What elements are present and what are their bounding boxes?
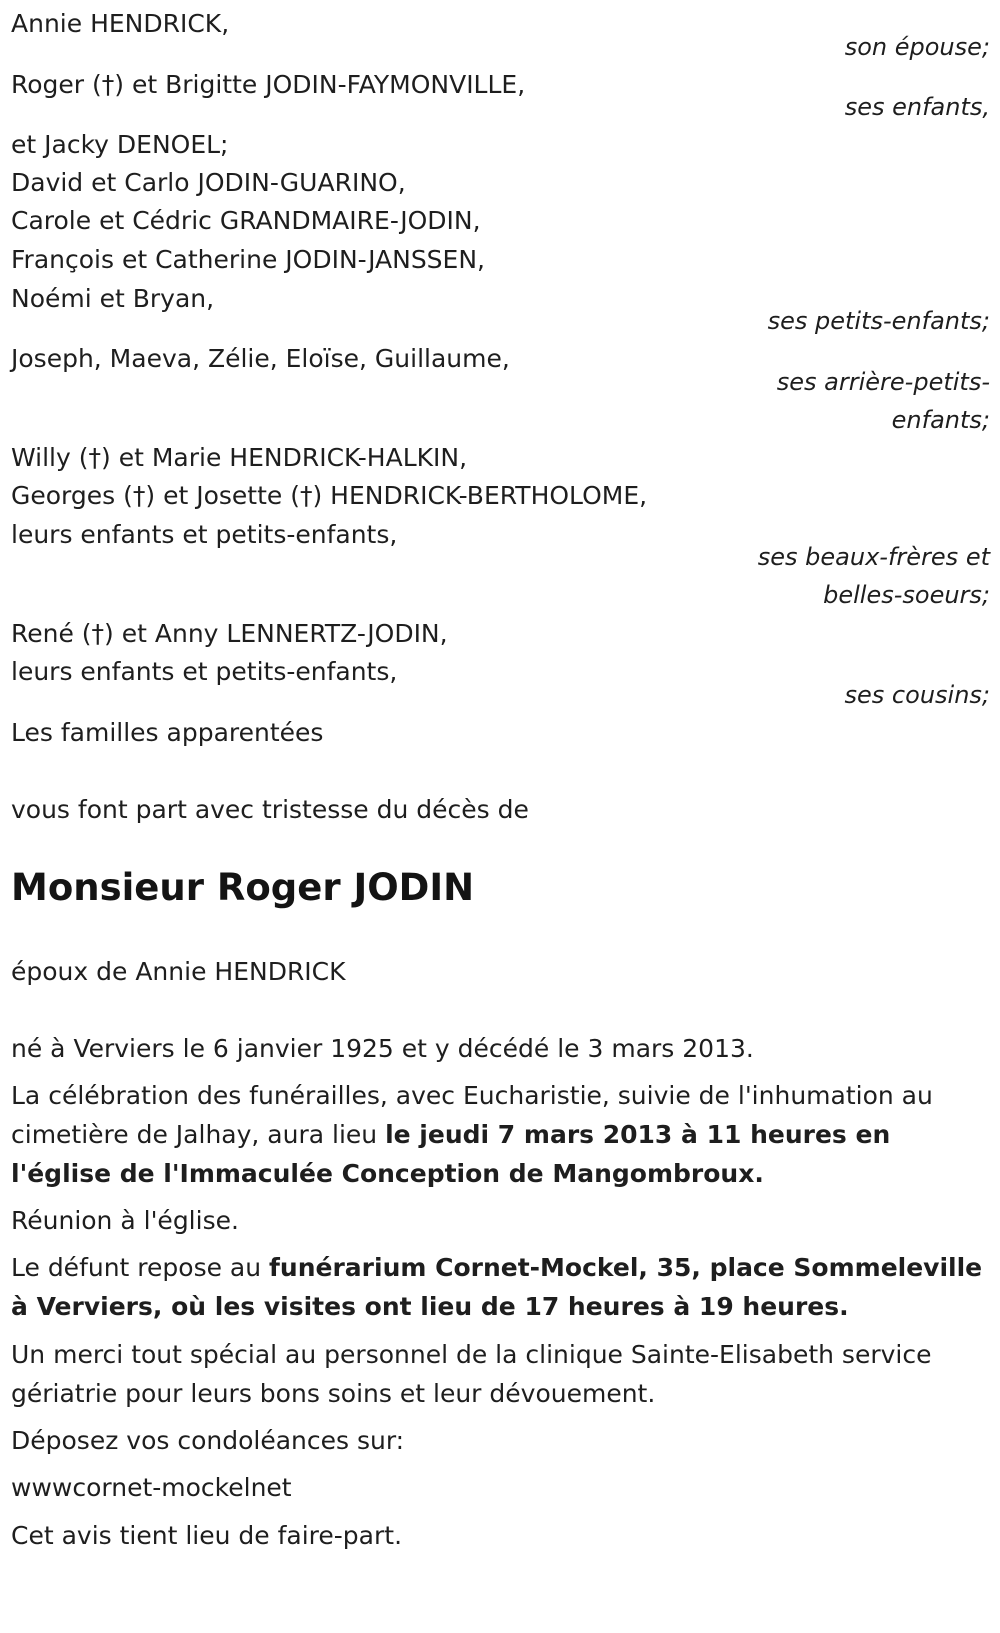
- family-line-grandchild-3: Carole et Cédric GRANDMAIRE-JODIN,: [11, 206, 481, 235]
- ceremony-details: le jeudi 7 mars 2013 à 11 heures en l'église de l'Immaculée Conception de Mangombroux.: [11, 1120, 891, 1188]
- family-line-great-grandchildren: Joseph, Maeva, Zélie, Eloïse, Guillaume,: [11, 344, 510, 373]
- family-line-grandchild-5: Noémi et Bryan,: [11, 284, 215, 313]
- relation-label-great-grandchildren-1: ses arrière-petits-: [776, 368, 990, 396]
- relation-label-grandchildren: ses petits-enfants;: [767, 307, 990, 335]
- condolences-label: Déposez vos condoléances sur:: [11, 1426, 405, 1455]
- ceremony-paragraph: [11, 1076, 991, 1193]
- family-line-relatives: Les familles apparentées: [11, 718, 324, 747]
- family-line-grandchild-2: David et Carlo JODIN-GUARINO,: [11, 168, 406, 197]
- family-line-grandchild-1: et Jacky DENOEL;: [11, 130, 229, 159]
- thanks-paragraph: Un merci tout spécial au personnel de la clinique Sainte-Elisabeth service gériatrie pour leurs bons soins et leur dévouement.: [11, 1340, 932, 1408]
- closing-line: Cet avis tient lieu de faire-part.: [11, 1521, 403, 1550]
- relation-label-great-grandchildren-2: enfants;: [891, 406, 990, 434]
- repose-details: funérarium Cornet-Mockel, 35, place Sommeleville à Verviers, où les visites ont lieu de 17 heures à 19 heures.: [11, 1253, 983, 1321]
- birth-death-line: né à Verviers le 6 janvier 1925 et y décédé le 3 mars 2013.: [11, 1034, 754, 1063]
- family-line-inlaw-2: Georges (†) et Josette (†) HENDRICK-BERTHOLOME,: [11, 481, 648, 510]
- ceremony-text: La célébration des funérailles, avec Eucharistie, suivie de l'inhumation au cimetière de Jalhay, aura lieu: [11, 1081, 933, 1149]
- family-line-cousin-2: leurs enfants et petits-enfants,: [11, 657, 398, 686]
- family-line-grandchild-4: François et Catherine JODIN-JANSSEN,: [11, 245, 485, 274]
- repose-paragraph: [11, 1248, 991, 1326]
- reunion-line: Réunion à l'église.: [11, 1206, 239, 1235]
- relation-label-inlaws-1: ses beaux-frères et: [757, 543, 990, 571]
- relation-label-inlaws-2: belles-soeurs;: [823, 581, 990, 609]
- repose-text: Le défunt repose au: [11, 1253, 270, 1282]
- relation-label-children: ses enfants,: [844, 93, 990, 121]
- family-line-children: Roger (†) et Brigitte JODIN-FAYMONVILLE,: [11, 70, 526, 99]
- announcement-text: vous font part avec tristesse du décès de: [11, 795, 529, 824]
- family-line-inlaw-1: Willy (†) et Marie HENDRICK-HALKIN,: [11, 443, 468, 472]
- deceased-name: Monsieur Roger JODIN: [11, 866, 475, 909]
- condolences-website-link[interactable]: wwwcornet-mockelnet: [11, 1473, 292, 1502]
- family-line-cousin-1: René (†) et Anny LENNERTZ-JODIN,: [11, 619, 448, 648]
- family-line-inlaw-3: leurs enfants et petits-enfants,: [11, 520, 398, 549]
- relation-label-spouse: son épouse;: [844, 33, 990, 61]
- family-line-spouse: Annie HENDRICK,: [11, 9, 230, 38]
- spouse-line: époux de Annie HENDRICK: [11, 957, 346, 986]
- relation-label-cousins: ses cousins;: [844, 681, 990, 709]
